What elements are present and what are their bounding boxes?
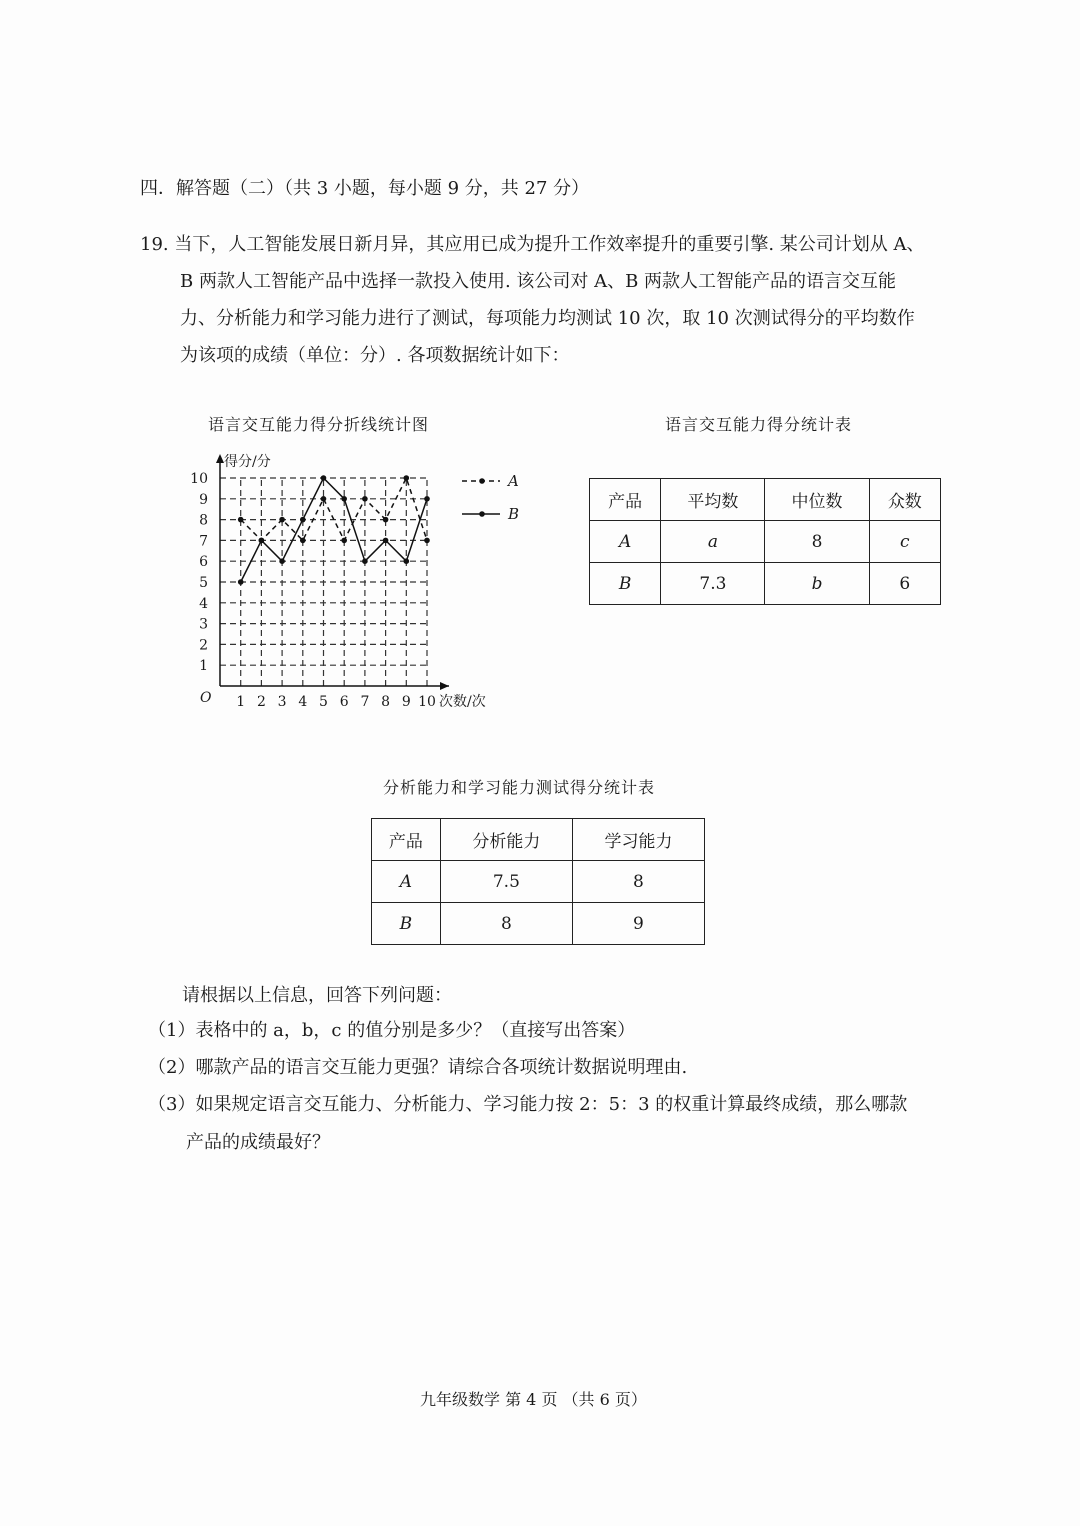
data-point-A bbox=[404, 475, 410, 481]
table-header-row bbox=[372, 819, 705, 861]
x-axis-label: 次数/次 bbox=[439, 694, 486, 710]
subquestion-3-cont: 产品的成绩最好？ bbox=[186, 1132, 330, 1153]
question-line: 为该项的成绩（单位：分）. 各项数据统计如下： bbox=[180, 345, 570, 366]
data-point-A bbox=[424, 538, 430, 544]
data-point-B bbox=[259, 538, 265, 544]
data-point-B bbox=[404, 558, 410, 564]
header-cell: 众数 bbox=[869, 479, 940, 521]
data-point-B bbox=[362, 558, 368, 564]
y-tick-label: 2 bbox=[199, 637, 208, 654]
series-line-B bbox=[241, 478, 427, 582]
data-point-B bbox=[300, 517, 306, 523]
data-point-A bbox=[362, 496, 368, 502]
table-cell: c bbox=[869, 521, 940, 563]
prompt: 请根据以上信息，回答下列问题： bbox=[182, 985, 452, 1006]
table-cell: 8 bbox=[440, 903, 572, 945]
legend-marker-A bbox=[479, 478, 485, 484]
header-cell: 中位数 bbox=[765, 479, 869, 521]
table-row bbox=[372, 903, 705, 945]
subquestion-2: （2）哪款产品的语言交互能力更强？请综合各项统计数据说明理由. bbox=[148, 1057, 688, 1078]
data-point-A bbox=[383, 517, 389, 523]
y-tick-label: 5 bbox=[199, 575, 208, 591]
y-tick-label: 4 bbox=[199, 595, 208, 612]
table-cell: 8 bbox=[765, 521, 869, 563]
x-tick-label: 8 bbox=[381, 694, 391, 710]
table-row bbox=[372, 861, 705, 903]
data-point-B bbox=[341, 496, 347, 502]
x-tick-label: 2 bbox=[256, 694, 266, 710]
header-cell: 平均数 bbox=[661, 479, 765, 521]
x-tick-label: 10 bbox=[418, 694, 436, 710]
legend-label-A: A bbox=[508, 472, 519, 490]
data-point-A bbox=[238, 517, 244, 523]
question-line: 19. 当下，人工智能发展日新月异，其应用已成为提升工作效率提升的重要引擎. 某公司计划从 A、 bbox=[140, 234, 925, 255]
header-cell: 产品 bbox=[372, 819, 441, 861]
y-tick-label: 8 bbox=[199, 512, 208, 529]
header-cell: 产品 bbox=[590, 479, 661, 521]
table2 bbox=[371, 818, 705, 945]
page-footer: 九年级数学 第 4 页 （共 6 页） bbox=[420, 1390, 647, 1409]
question-line: B 两款人工智能产品中选择一款投入使用. 该公司对 A、B 两款人工智能产品的语言交互能 bbox=[180, 271, 897, 292]
x-tick-label: 9 bbox=[401, 694, 411, 710]
section-heading: 四．解答题（二）（共 3 小题，每小题 9 分，共 27 分） bbox=[140, 178, 590, 199]
x-tick-label: 4 bbox=[298, 694, 308, 710]
x-tick-label: 6 bbox=[339, 694, 349, 710]
y-tick-label: 9 bbox=[199, 491, 208, 508]
table-cell: 7.5 bbox=[440, 861, 572, 903]
data-point-B bbox=[238, 579, 244, 585]
x-tick-label: 7 bbox=[360, 694, 370, 710]
question-line: 力、分析能力和学习能力进行了测试，每项能力均测试 10 次，取 10 次测试得分的平均数作 bbox=[180, 308, 915, 329]
header-cell: 分析能力 bbox=[440, 819, 572, 861]
data-point-B bbox=[424, 496, 430, 502]
subquestion-3: （3）如果规定语言交互能力、分析能力、学习能力按 2：5：3 的权重计算最终成绩，那么哪款 bbox=[148, 1094, 908, 1115]
table-cell: b bbox=[765, 563, 869, 605]
data-point-A bbox=[341, 538, 347, 544]
legend-label-B: B bbox=[508, 505, 520, 523]
table-header-row bbox=[590, 479, 941, 521]
table-cell: A bbox=[372, 861, 441, 903]
table-cell: 9 bbox=[572, 903, 704, 945]
table-cell: 6 bbox=[869, 563, 940, 605]
y-tick-label: 3 bbox=[199, 616, 208, 633]
table-cell: 7.3 bbox=[661, 563, 765, 605]
table-cell: 8 bbox=[572, 861, 704, 903]
data-point-A bbox=[279, 517, 285, 523]
y-tick-label: 7 bbox=[199, 533, 208, 550]
chart-title: 语言交互能力得分折线统计图 bbox=[208, 415, 430, 434]
y-tick-label: 6 bbox=[199, 554, 208, 571]
table-row bbox=[590, 563, 941, 605]
legend-marker-B bbox=[479, 511, 485, 517]
table-row bbox=[590, 521, 941, 563]
x-tick-label: 3 bbox=[277, 694, 287, 710]
table-cell: A bbox=[590, 521, 661, 563]
origin-label: O bbox=[200, 690, 212, 706]
table-cell: B bbox=[372, 903, 441, 945]
data-point-A bbox=[321, 496, 327, 502]
y-tick-label: 10 bbox=[190, 471, 208, 487]
x-tick-label: 5 bbox=[319, 694, 328, 710]
x-tick-label: 1 bbox=[236, 694, 246, 710]
y-tick-label: 1 bbox=[199, 658, 208, 675]
y-axis-label: 得分/分 bbox=[224, 454, 271, 470]
data-point-B bbox=[383, 538, 389, 544]
table2-title: 分析能力和学习能力测试得分统计表 bbox=[383, 778, 656, 797]
table-cell: B bbox=[590, 563, 661, 605]
table1-title: 语言交互能力得分统计表 bbox=[665, 415, 853, 434]
table1 bbox=[589, 478, 941, 605]
data-point-B bbox=[279, 558, 285, 564]
data-point-B bbox=[321, 475, 327, 481]
y-axis-arrow-icon bbox=[216, 454, 224, 463]
subquestion-1: （1）表格中的 a，b，c 的值分别是多少？（直接写出答案） bbox=[148, 1020, 636, 1041]
header-cell: 学习能力 bbox=[572, 819, 704, 861]
table-cell: a bbox=[661, 521, 765, 563]
x-axis-arrow-icon bbox=[440, 682, 449, 690]
data-point-A bbox=[300, 538, 306, 544]
